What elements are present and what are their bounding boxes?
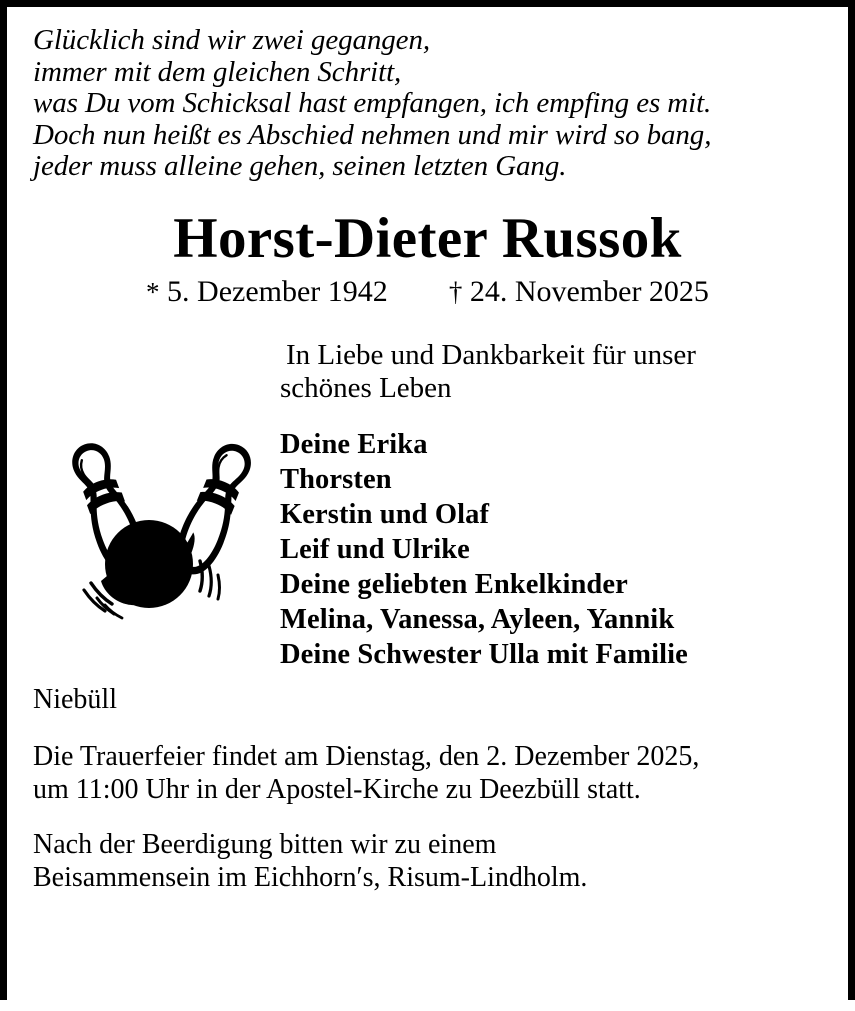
- family-line-6: Melina, Vanessa, Ayleen, Yannik: [280, 603, 675, 635]
- graphic-and-family-section: [25, 427, 830, 675]
- service-line-2: um 11:00 Uhr in der Apostel-Kirche zu Deezbüll statt.: [33, 773, 641, 805]
- service-line-1: Die Trauerfeier findet am Dienstag, den 2. Dezember 2025,: [33, 740, 700, 772]
- bowling-pins-icon: [57, 433, 262, 623]
- deceased-name: Horst-Dieter Russok: [173, 206, 682, 270]
- gathering-info: [33, 828, 830, 894]
- dedication-text: [25, 339, 830, 405]
- dedication-line-1: In Liebe und Dankbarkeit für unser: [286, 338, 696, 371]
- birth-symbol: *: [146, 276, 160, 307]
- dedication-line-2: schönes Leben: [280, 371, 452, 404]
- death-symbol: †: [448, 276, 463, 307]
- gathering-line-1: Nach der Beerdigung bitten wir zu einem: [33, 828, 497, 860]
- notice-inner: [7, 25, 848, 1011]
- family-line-1: Deine Erika: [280, 428, 428, 460]
- funeral-service-info: [33, 740, 830, 806]
- poem-line-5: jeder muss alleine gehen, seinen letzten Gang.: [33, 150, 567, 182]
- city-name: Niebüll: [33, 683, 117, 715]
- poem-line-2: immer mit dem gleichen Schritt,: [33, 55, 402, 88]
- birth-date: 5. Dezember 1942: [167, 274, 388, 308]
- family-line-2: Thorsten: [280, 463, 392, 495]
- memorial-poem: [25, 25, 830, 183]
- notice-footer: [25, 683, 830, 894]
- family-line-4: Leif und Ulrike: [280, 533, 470, 565]
- poem-line-1: Glücklich sind wir zwei gegangen,: [33, 24, 431, 56]
- poem-line-4: Doch nun heißt es Abschied nehmen und mir wird so bang,: [33, 118, 712, 151]
- family-line-7: Deine Schwester Ulla mit Familie: [280, 638, 688, 670]
- gathering-line-2: Beisammensein im Eichhorn′s, Risum-Lindholm.: [33, 861, 588, 893]
- life-dates: [25, 275, 830, 309]
- deceased-name-block: [25, 206, 830, 309]
- family-line-3: Kerstin und Olaf: [280, 498, 490, 530]
- family-line-5: Deine geliebten Enkelkinder: [280, 568, 628, 600]
- poem-line-3: was Du vom Schicksal hast empfangen, ich empfing es mit.: [33, 87, 712, 119]
- death-date: 24. November 2025: [469, 274, 709, 308]
